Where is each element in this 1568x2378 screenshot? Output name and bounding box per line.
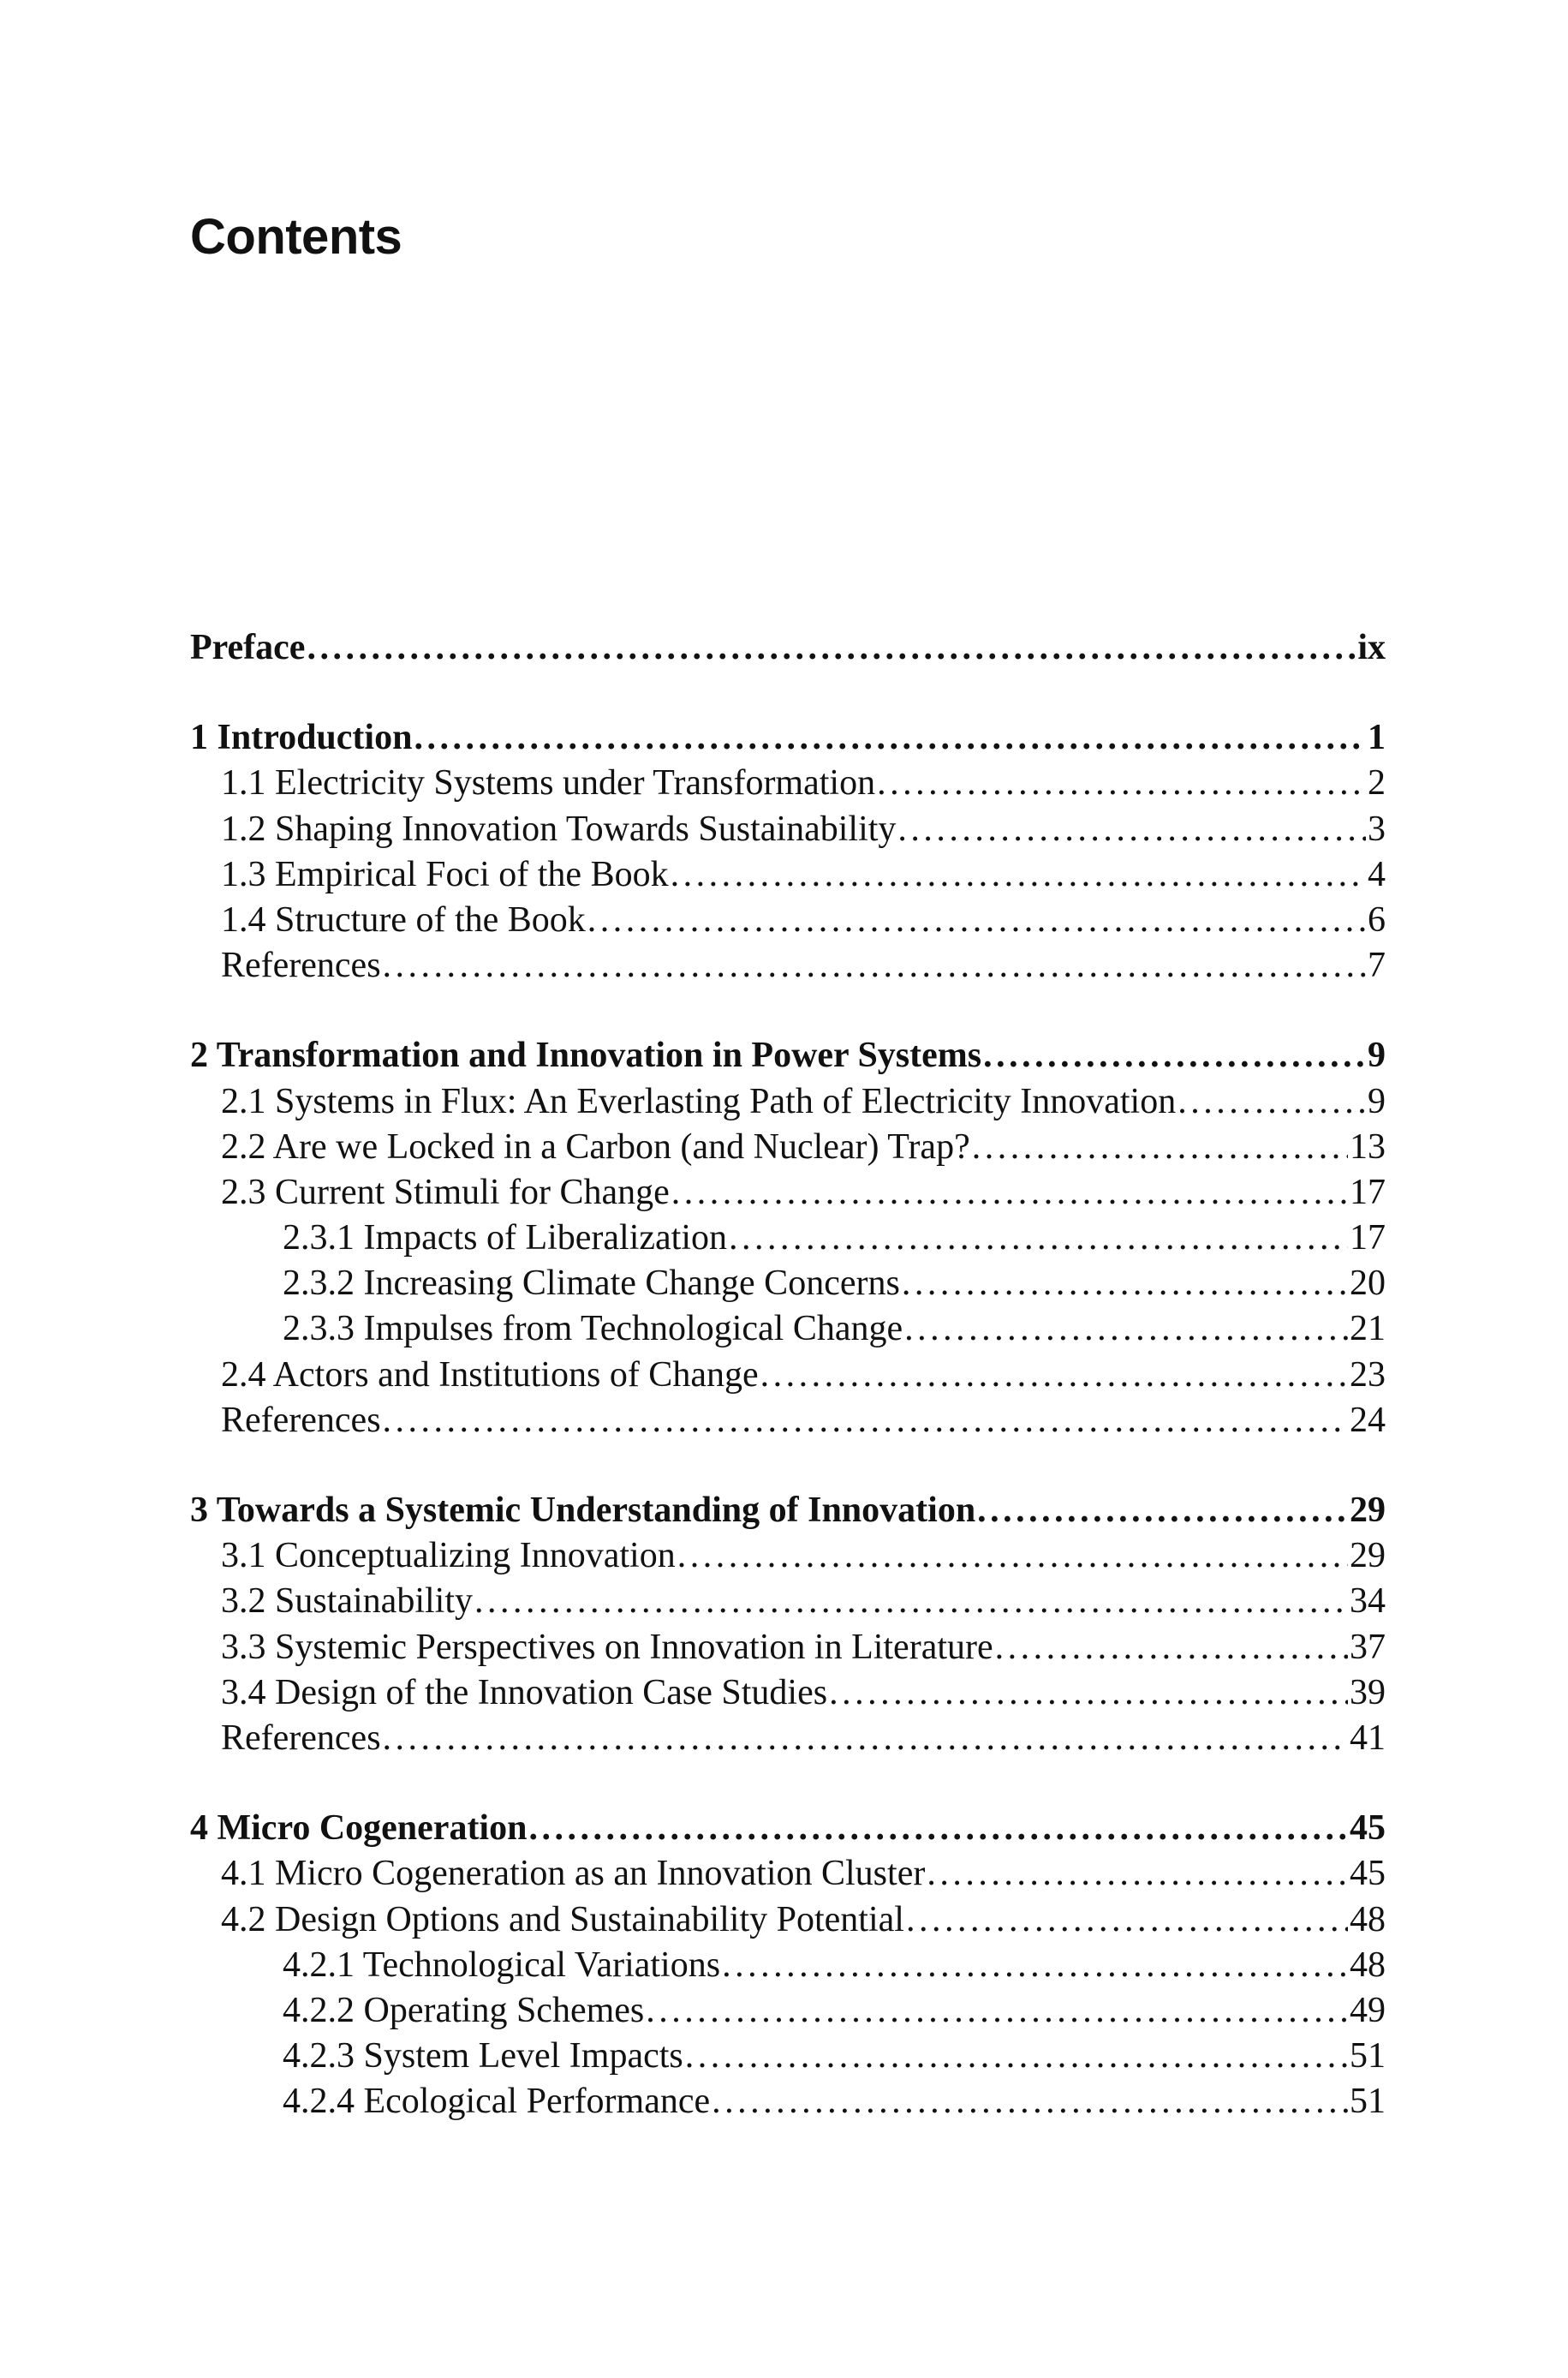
toc-page-number: 20	[1350, 1264, 1386, 1304]
toc-dot-leader	[646, 1988, 1348, 2034]
toc-entry-title: 2.3.1 Impacts of Liberalization	[283, 1218, 727, 1258]
toc-page-number: 3	[1368, 809, 1386, 849]
toc-page-number: 41	[1350, 1718, 1386, 1758]
toc-dot-leader	[877, 761, 1366, 806]
toc-entry-title: 4.2 Design Options and Sustainability Potential	[221, 1899, 904, 1939]
toc-dot-leader	[383, 1398, 1348, 1443]
toc-entry[interactable]	[190, 1670, 1386, 1716]
toc-page-number: 4	[1368, 854, 1386, 894]
toc-page-number: 45	[1350, 1854, 1386, 1894]
toc-entry-title: 3.2 Sustainability	[221, 1581, 473, 1622]
toc-entry-title: 1 Introduction	[190, 718, 413, 758]
toc-dot-leader	[307, 625, 1356, 671]
toc-entry[interactable]	[190, 1579, 1386, 1624]
toc-entry-title: 2.4 Actors and Institutions of Change	[221, 1354, 759, 1395]
toc-dot-leader	[829, 1670, 1348, 1716]
toc-dot-leader	[995, 1625, 1348, 1670]
toc-entry-title: 3 Towards a Systemic Understanding of Innovation	[190, 1491, 976, 1530]
toc-page-number: 6	[1368, 899, 1386, 940]
toc-page-number: 45	[1350, 1808, 1386, 1849]
toc-page-number: 24	[1350, 1400, 1386, 1440]
toc-entry-title: 4 Micro Cogeneration	[190, 1808, 528, 1849]
toc-entry[interactable]	[190, 1170, 1386, 1216]
toc-dot-leader	[383, 1716, 1348, 1761]
toc-page-number: 23	[1350, 1354, 1386, 1395]
toc-entry[interactable]	[190, 1125, 1386, 1170]
toc-entry[interactable]	[190, 898, 1386, 943]
toc-dot-leader	[414, 715, 1366, 761]
toc-entry[interactable]	[190, 943, 1386, 989]
toc-dot-leader	[722, 1943, 1348, 1988]
toc-dot-leader	[972, 1125, 1348, 1170]
toc-page-number: 29	[1350, 1491, 1386, 1530]
toc-entry-title: 2.3 Current Stimuli for Change	[221, 1172, 670, 1212]
toc-page-number: 9	[1368, 1081, 1386, 1121]
toc-entry-title: 3.3 Systemic Perspectives on Innovation in Literature	[221, 1627, 993, 1667]
toc-dot-leader	[897, 807, 1366, 852]
toc-entry[interactable]	[190, 1353, 1386, 1398]
toc-entry-title: Preface	[190, 628, 306, 667]
toc-page-number: 1	[1368, 718, 1386, 758]
toc-dot-leader	[729, 1216, 1348, 1261]
toc-page-number: 49	[1350, 1990, 1386, 2030]
toc-group	[190, 625, 1386, 671]
toc-dot-leader	[474, 1579, 1348, 1624]
toc-group	[190, 1488, 1386, 1761]
toc-page-number: 34	[1350, 1581, 1386, 1622]
toc-entry[interactable]	[190, 807, 1386, 852]
toc-entry-title: 1.3 Empirical Foci of the Book	[221, 854, 669, 894]
toc-entry[interactable]	[190, 1988, 1386, 2034]
toc-dot-leader	[983, 1033, 1366, 1078]
toc-chapter-entry[interactable]	[190, 715, 1386, 761]
toc-group	[190, 715, 1386, 989]
toc-entry-title: 1.2 Shaping Innovation Towards Sustainability	[221, 809, 897, 849]
toc-entry[interactable]	[190, 1897, 1386, 1943]
toc-page-number: 13	[1350, 1126, 1386, 1167]
toc-entry-title: 2 Transformation and Innovation in Power Systems	[190, 1036, 982, 1076]
toc-page-number: 2	[1368, 763, 1386, 804]
toc-dot-leader	[587, 898, 1366, 943]
toc-page-number: 21	[1350, 1309, 1386, 1349]
toc-page-number: 48	[1350, 1945, 1386, 1985]
toc-entry-title: 2.3.2 Increasing Climate Change Concerns	[283, 1264, 900, 1304]
toc-page-number: 9	[1368, 1036, 1386, 1076]
toc-page-number: 39	[1350, 1672, 1386, 1712]
toc-entry-title: 2.1 Systems in Flux: An Everlasting Path of Electricity Innovation	[221, 1081, 1177, 1121]
toc-entry-title: 3.4 Design of the Innovation Case Studies	[221, 1672, 828, 1712]
toc-dot-leader	[1177, 1079, 1366, 1125]
toc-dot-leader	[712, 2079, 1348, 2124]
toc-entry-title: 3.1 Conceptualizing Innovation	[221, 1536, 676, 1576]
toc-entry[interactable]	[190, 1716, 1386, 1761]
toc-chapter-entry[interactable]	[190, 1806, 1386, 1851]
toc-entry-title: 4.2.3 System Level Impacts	[283, 2036, 683, 2076]
toc-dot-leader	[902, 1261, 1348, 1306]
toc-entry[interactable]	[190, 1398, 1386, 1443]
toc-group	[190, 1033, 1386, 1443]
toc-page-number: 37	[1350, 1627, 1386, 1667]
toc-entry[interactable]	[190, 852, 1386, 898]
toc-entry-title: 4.1 Micro Cogeneration as an Innovation Cluster	[221, 1854, 926, 1894]
toc-page-number: 17	[1350, 1172, 1386, 1212]
toc-entry[interactable]	[190, 1079, 1386, 1125]
toc-page-number: 51	[1350, 2036, 1386, 2076]
toc-entry-title: References	[221, 1400, 381, 1440]
toc-dot-leader	[904, 1306, 1348, 1352]
toc-group	[190, 1806, 1386, 2124]
toc-dot-leader	[760, 1353, 1348, 1398]
toc-entry-title: References	[221, 946, 381, 986]
table-of-contents	[190, 625, 1386, 2169]
toc-entry[interactable]	[190, 1306, 1386, 1352]
toc-entry[interactable]	[190, 1943, 1386, 1988]
toc-entry-title: 2.2 Are we Locked in a Carbon (and Nuclear) Trap?	[221, 1126, 970, 1167]
toc-chapter-entry[interactable]	[190, 1033, 1386, 1078]
toc-dot-leader	[977, 1488, 1348, 1533]
toc-entry-title: 4.2.1 Technological Variations	[283, 1945, 721, 1985]
toc-entry[interactable]	[190, 2079, 1386, 2124]
toc-page-number: 17	[1350, 1218, 1386, 1258]
toc-dot-leader	[528, 1806, 1348, 1851]
toc-entry-title: References	[221, 1718, 381, 1758]
toc-entry[interactable]	[190, 1216, 1386, 1261]
toc-page-number: ix	[1357, 628, 1386, 667]
toc-dot-leader	[677, 1533, 1348, 1579]
toc-page-number: 48	[1350, 1899, 1386, 1939]
toc-page-number: 29	[1350, 1536, 1386, 1576]
toc-dot-leader	[671, 852, 1366, 898]
toc-entry[interactable]	[190, 1851, 1386, 1897]
toc-entry-title: 2.3.3 Impulses from Technological Change	[283, 1309, 903, 1349]
toc-dot-leader	[685, 2034, 1348, 2079]
toc-page-number: 7	[1368, 946, 1386, 986]
toc-dot-leader	[671, 1170, 1348, 1216]
toc-entry-title: 4.2.4 Ecological Performance	[283, 2082, 711, 2122]
toc-chapter-entry[interactable]	[190, 1488, 1386, 1533]
toc-page-number: 51	[1350, 2082, 1386, 2122]
toc-entry-title: 1.4 Structure of the Book	[221, 899, 586, 940]
toc-entry[interactable]	[190, 2034, 1386, 2079]
toc-dot-leader	[927, 1851, 1348, 1897]
toc-entry-title: 1.1 Electricity Systems under Transformation	[221, 763, 876, 804]
toc-chapter-entry[interactable]	[190, 625, 1386, 671]
page-title: Contents	[190, 209, 402, 265]
toc-entry[interactable]	[190, 761, 1386, 806]
toc-entry[interactable]	[190, 1533, 1386, 1579]
toc-entry[interactable]	[190, 1261, 1386, 1306]
toc-dot-leader	[383, 943, 1366, 989]
toc-entry[interactable]	[190, 1625, 1386, 1670]
toc-entry-title: 4.2.2 Operating Schemes	[283, 1990, 645, 2030]
toc-dot-leader	[906, 1897, 1348, 1943]
